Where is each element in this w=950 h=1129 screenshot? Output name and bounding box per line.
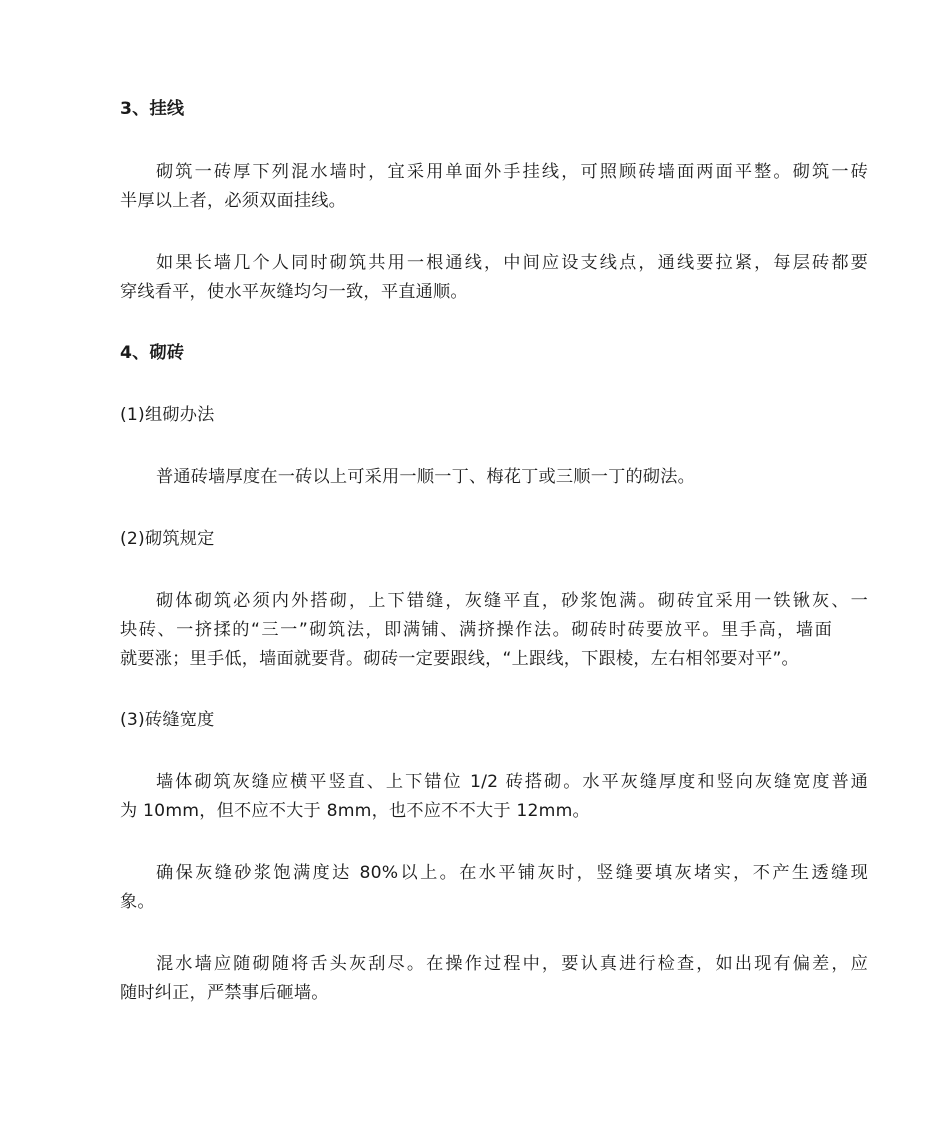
paragraph-line: 随时纠正，严禁事后砸墙。 [120, 983, 329, 1003]
paragraph-line: 半厚以上者，必须双面挂线。 [120, 191, 347, 211]
paragraph-line: 砌筑一砖厚下列混水墙时，宜采用单面外手挂线，可照顾砖墙面两面平整。砌筑一砖 [156, 162, 868, 182]
paragraph-line: 就要涨；里手低，墙面就要背。砌砖一定要跟线，“上跟线，下跟棱，左右相邻要对平”。 [120, 649, 799, 669]
paragraph-line: 墙体砌筑灰缝应横平竖直、上下错位 1/2 砖搭砌。水平灰缝厚度和竖向灰缝宽度普通 [156, 772, 868, 792]
paragraph-line: 砌体砌筑必须内外搭砌，上下错缝，灰缝平直，砂浆饱满。砌砖宜采用一铁锹灰、一 [156, 591, 868, 611]
subsection-title: (3)砖缝宽度 [120, 710, 215, 730]
section-heading: 3、挂线 [120, 99, 185, 119]
paragraph-line: 穿线看平，使水平灰缝均匀一致，平直通顺。 [120, 282, 468, 302]
subsection-title: (1)组砌办法 [120, 405, 215, 425]
section-heading: 4、砌砖 [120, 343, 185, 363]
subsection-title: (2)砌筑规定 [120, 529, 215, 549]
paragraph-line: 确保灰缝砂浆饱满度达 80%以上。在水平铺灰时，竖缝要填灰堵实，不产生透缝现 [156, 863, 868, 883]
paragraph-line: 为 10mm，但不应不大于 8mm，也不应不不大于 12mm。 [120, 801, 590, 821]
paragraph-line: 混水墙应随砌随将舌头灰刮尽。在操作过程中，要认真进行检查，如出现有偏差，应 [156, 954, 868, 974]
paragraph-line: 象。 [120, 892, 155, 912]
paragraph-line: 如果长墙几个人同时砌筑共用一根通线，中间应设支线点，通线要拉紧，每层砖都要 [156, 253, 868, 273]
paragraph-line: 普通砖墙厚度在一砖以上可采用一顺一丁、梅花丁或三顺一丁的砌法。 [156, 467, 696, 487]
paragraph-line: 块砖、一挤揉的“三一”砌筑法，即满铺、满挤操作法。砌砖时砖要放平。里手高，墙面 [120, 620, 832, 640]
